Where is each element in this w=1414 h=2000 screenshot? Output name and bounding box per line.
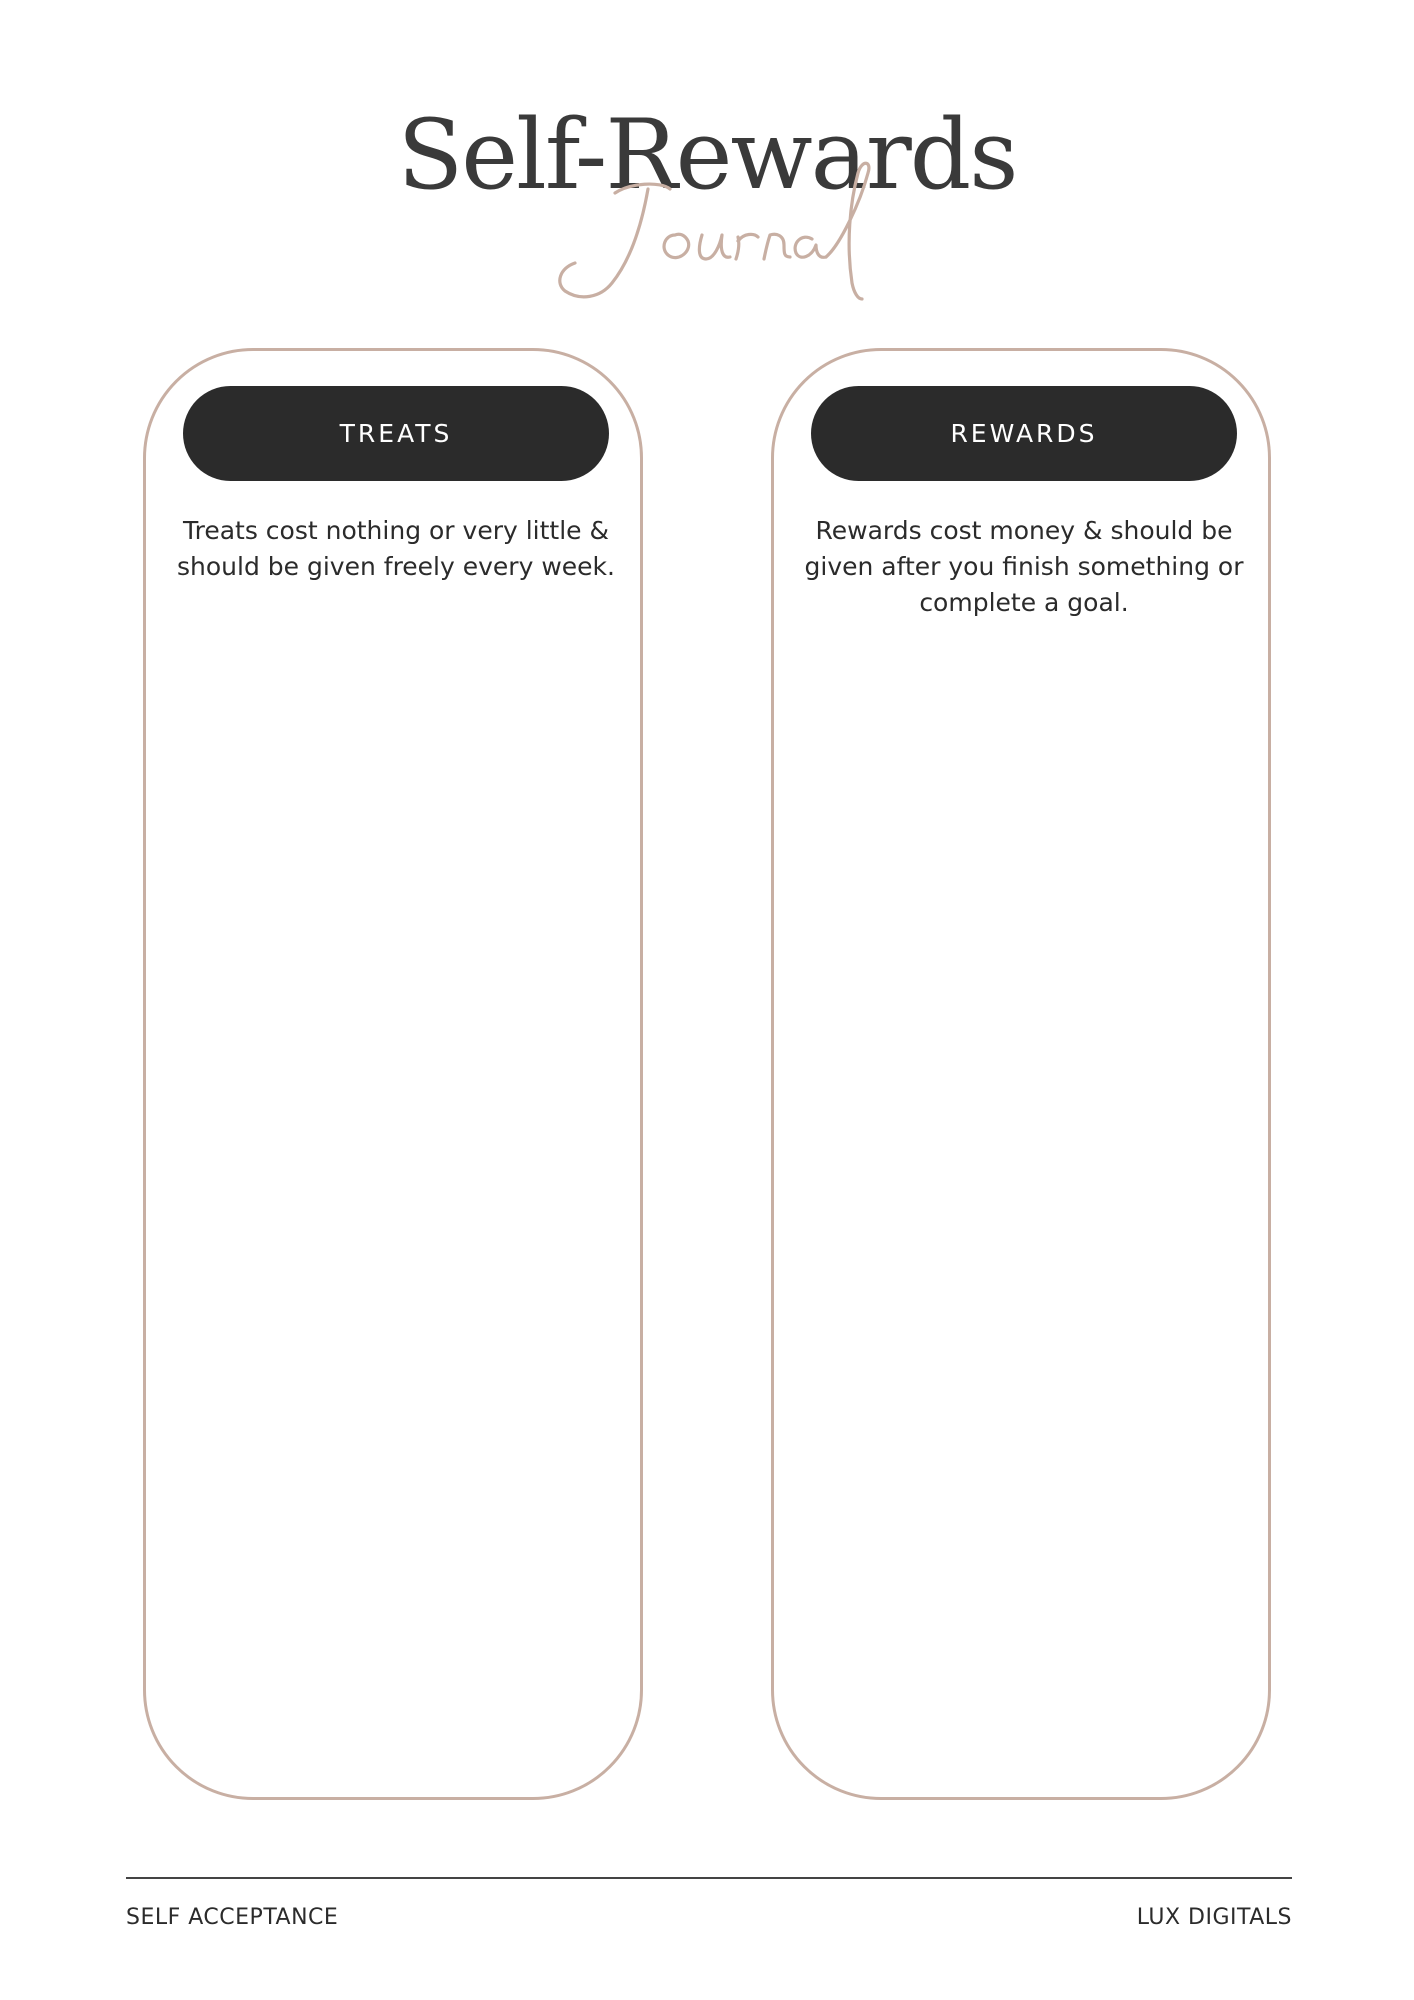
treats-heading-pill: TREATS: [183, 386, 609, 481]
page-title: Self-Rewards: [397, 99, 1017, 211]
rewards-description: Rewards cost money & should be given after you finish something or complete a goal.: [804, 516, 1244, 617]
page-header: [0, 95, 1414, 315]
footer-right-text: LUX DIGITALS: [1136, 1905, 1292, 1930]
rewards-column: [771, 348, 1271, 1800]
footer-left-text: SELF ACCEPTANCE: [126, 1905, 339, 1930]
journal-script-wordmark: [520, 153, 920, 303]
treats-description: Treats cost nothing or very little & should be given freely every week.: [177, 516, 615, 581]
treats-column: [143, 348, 643, 1800]
rewards-heading-pill: REWARDS: [811, 386, 1237, 481]
footer-divider: [126, 1877, 1292, 1879]
